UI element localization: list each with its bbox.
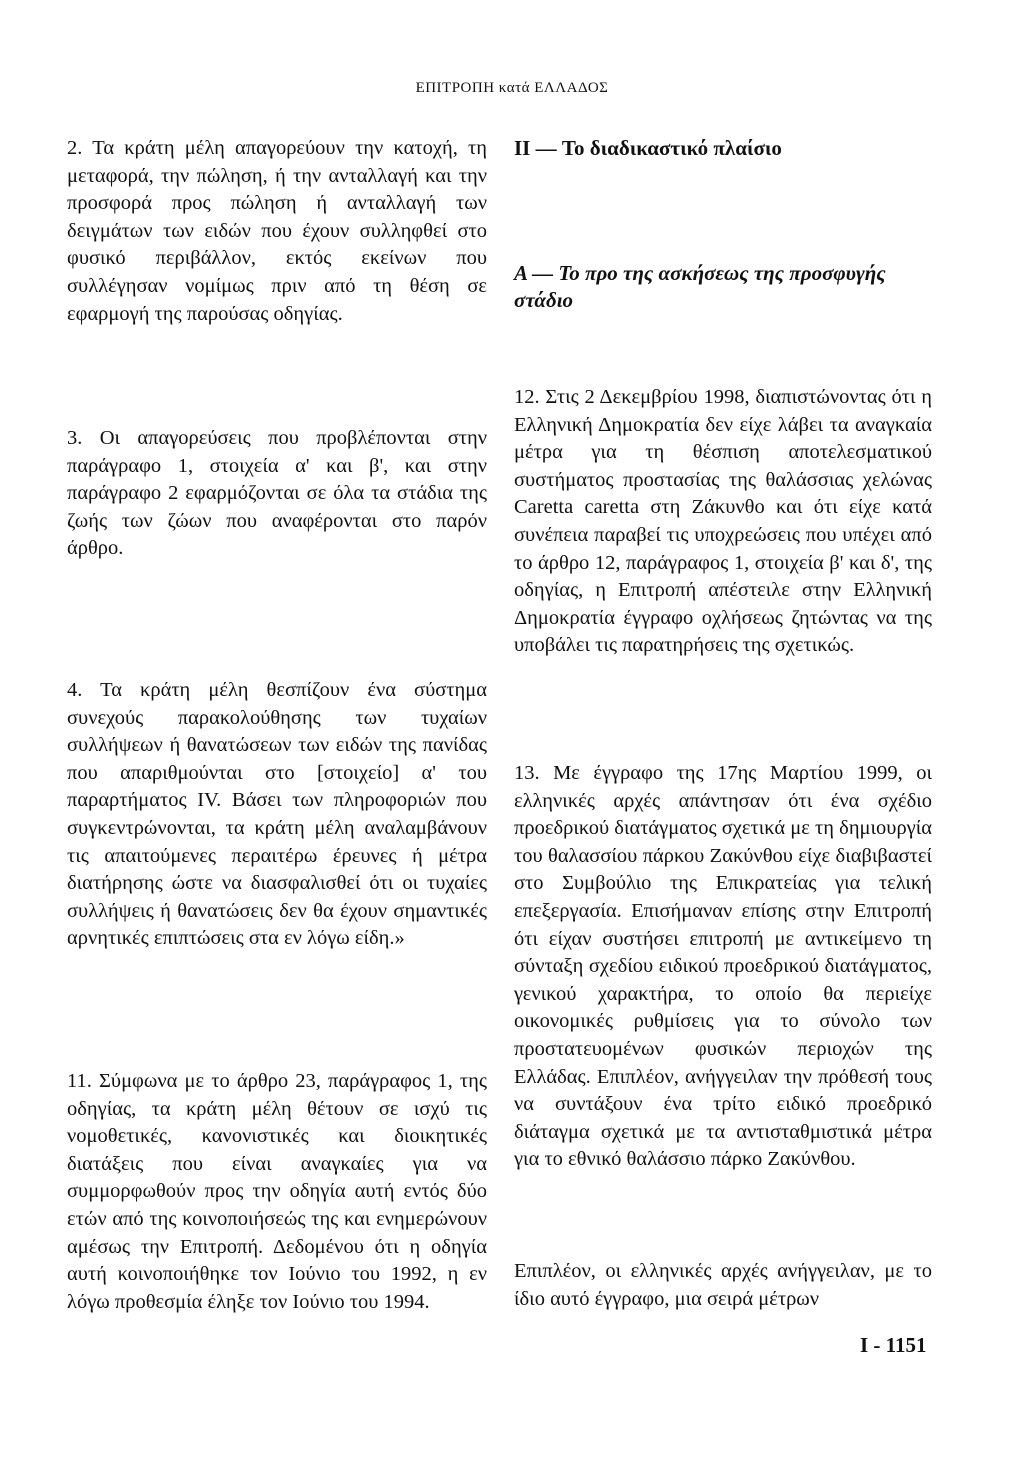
paragraph-12: 12. Στις 2 Δεκεμβρίου 1998, διαπιστώνοντας ότι η Ελληνική Δημοκρατία δεν είχε λάβει τα αναγκαία μέτρα για τη θέσπιση αποτελεσματικού συστήματος προστασίας της θαλάσσιας χελώνας Caretta caretta στη Ζάκυνθο και ότι είχε κατά συνέπεια παραβεί τις υποχρεώσεις που υπέχει από το άρθρο 12, παράγραφος 1, στοιχεία β' και δ', της οδηγίας, η Επιτροπή απέστειλε στην Ελληνική Δημοκρατία έγγραφο οχλήσεως ζητώντας να της υποβάλει τις παρατηρήσεις της σχετικώς. xyxy=(514,386,932,657)
paragraph-13: 13. Με έγγραφο της 17ης Μαρτίου 1999, οι ελληνικές αρχές απάντησαν ότι ένα σχέδιο προεδρικού διατάγματος σχετικά με τη δημιουργία του θαλασσίου πάρκου Ζακύνθου είχε διαβιβαστεί στο Συμβούλιο της Επικρατείας για τελική επεξεργασία. Επισήμαναν επίσης στην Επιτροπή ότι είχαν συστήσει επιτροπή με αντικείμενο τη σύνταξη σχεδίου ειδικού προεδρικού διατάγματος, γενικού χαρακτήρα, το οποίο θα περιείχε οικονομικές ρυθμίσεις για το σύνολο των προστατευομένων φυσικών περιοχών της Ελλάδας. Επιπλέον, ανήγγειλαν την πρόθεσή τους να συντάξουν ένα τρίτο ειδικό προεδρικό διάταγμα σχετικά με τα αντισταθμιστικά μέτρα για το εθνικό θαλάσσιο πάρκο Ζακύνθου. xyxy=(514,762,932,1171)
paragraph-11: 11. Σύμφωνα με το άρθρο 23, παράγραφος 1, της οδηγίας, τα κράτη μέλη θέτουν σε ισχύ τις νομοθετικές, κανονιστικές και διοικητικές διατάξεις που είναι αναγκαίες για να συμμορφωθούν προς την οδηγία αυτή εντός δύο ετών από της κοινοποιήσεώς της και ενημερώνουν αμέσως την Επιτροπή. Δεδομένου ότι η οδηγία αυτή κοινοποιήθηκε τον Ιούνιο του 1992, η εν λόγω προθεσμία έληξε τον Ιούνιο του 1994. xyxy=(67,1070,487,1313)
running-head: ΕΠΙΤΡΟΠΗ κατά ΕΛΛΑΔΟΣ xyxy=(415,80,609,96)
section-heading: II — Το διαδικαστικό πλαίσιο xyxy=(514,136,782,160)
page-number: I - 1151 xyxy=(860,1333,927,1357)
paragraph-3: 3. Οι απαγορεύσεις που προβλέπονται στην παράγραφο 1, στοιχεία α' και β', και στην παράγραφο 2 εφαρμόζονται σε όλα τα στάδια της ζωής των ζώων που αναφέρονται στο παρόν άρθρο. xyxy=(67,427,487,560)
paragraph-continuation: Επιπλέον, οι ελληνικές αρχές ανήγγειλαν, με το ίδιο αυτό έγγραφο, μια σειρά μέτρων xyxy=(514,1260,932,1310)
paragraph-4: 4. Τα κράτη μέλη θεσπίζουν ένα σύστημα συνεχούς παρακολούθησης των τυχαίων συλλήψεων ή θανατώσεων των ειδών της πανίδας που απαριθμούνται στο [στοιχείο] α' του παραρτήματος IV. Βάσει των πληροφοριών που συγκεντρώνονται, τα κράτη μέλη αναλαμβάνουν τις απαιτούμενες περαιτέρω έρευνες ή μέτρα διατήρησης ώστε να διασφαλισθεί ότι οι τυχαίες συλλήψεις ή θανατώσεις δεν θα έχουν σημαντικές αρνητικές επιπτώσεις στα εν λόγω είδη.» xyxy=(67,679,487,950)
paragraph-2: 2. Τα κράτη μέλη απαγορεύουν την κατοχή, τη μεταφορά, την πώληση, ή την ανταλλαγή και την προσφορά προς πώληση ή ανταλλαγή των δειγμάτων των ειδών που έχουν συλληφθεί στο φυσικό περιβάλλον, εκτός εκείνων που συλλέγησαν νομίμως πριν από τη θέση σε εφαρμογή της παρούσας οδηγίας. xyxy=(67,137,487,325)
subsection-heading: Α — Το προ της ασκήσεως της προσφυγής στάδιο xyxy=(514,261,886,312)
